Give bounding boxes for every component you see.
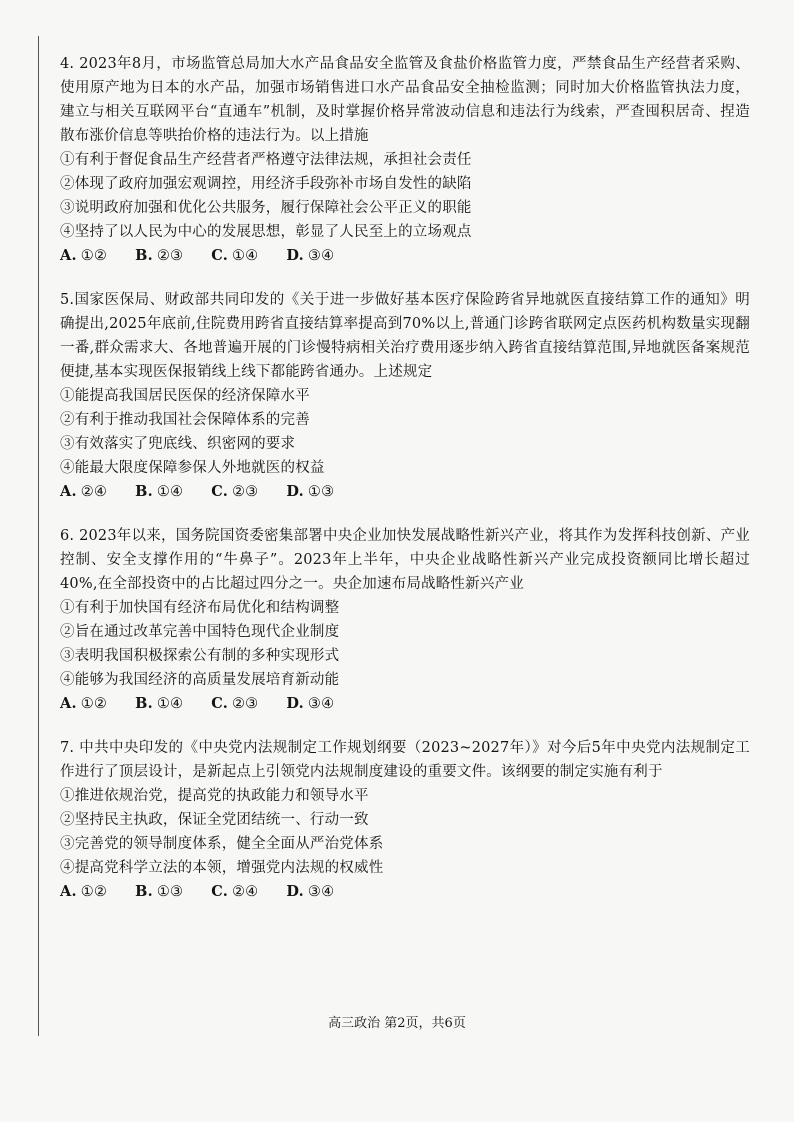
answer-a: A. ①② [60,247,108,264]
option-3: ③有效落实了兜底线、织密网的要求 [60,436,296,452]
option-2: ②坚持民主执政，保证全党团结统一、行动一致 [60,812,369,828]
answer-a: A. ①② [60,695,108,712]
answer-choices [60,880,750,904]
answer-choices [60,244,750,268]
answer-a: A. ②④ [60,483,108,500]
option-3: ③说明政府加强和优化公共服务，履行保障社会公平正义的职能 [60,200,472,216]
answer-b: B. ①④ [135,483,184,500]
answer-c: C. ②④ [211,883,259,900]
answer-d: D. ③④ [286,247,335,264]
answer-d: D. ①③ [286,483,335,500]
answer-b: B. ②③ [135,247,184,264]
option-1: ①有利于加快国有经济布局优化和结构调整 [60,600,340,616]
question-4 [60,52,750,268]
question-7 [60,736,750,904]
answer-choices [60,692,750,716]
option-2: ②旨在通过改革完善中国特色现代企业制度 [60,624,340,640]
answer-b: B. ①④ [135,695,184,712]
question-stem: 5.国家医保局、财政部共同印发的《关于进一步做好基本医疗保险跨省异地就医直接结算工作的通知》明确提出,2025年底前,住院费用跨省直接结算率提高到70%以上,普通门诊跨省联网定点医药机构数量实现翻一番,群众需求大、各地普遍开展的门诊慢特病相关治疗费用逐步纳入跨省直接结算范围,异地就医备案规范便捷,基本实现医保报销线上线下都能跨省通办。上述规定 [60,292,750,380]
option-2: ②体现了政府加强宏观调控，用经济手段弥补市场自发性的缺陷 [60,176,472,192]
option-2: ②有利于推动我国社会保障体系的完善 [60,412,310,428]
answer-c: C. ①④ [211,247,259,264]
option-4: ④能最大限度保障参保人外地就医的权益 [60,460,325,476]
question-5 [60,288,750,504]
option-1: ①推进依规治党，提高党的执政能力和领导水平 [60,788,369,804]
option-3: ③完善党的领导制度体系，健全全面从严治党体系 [60,836,384,852]
answer-b: B. ①③ [135,883,184,900]
answer-a: A. ①② [60,883,108,900]
answer-d: D. ③④ [286,883,335,900]
answer-d: D. ③④ [286,695,335,712]
option-1: ①能提高我国居民医保的经济保障水平 [60,388,310,404]
question-stem: 6. 2023年以来，国务院国资委密集部署中央企业加快发展战略性新兴产业，将其作为发挥科技创新、产业控制、安全支撑作用的“牛鼻子”。2023年上半年，中央企业战略性新兴产业完成投资额同比增长超过 40%,在全部投资中的占比超过四分之一。央企加速布局战略性新兴产业 [60,528,750,592]
question-6 [60,524,750,716]
answer-c: C. ②③ [211,695,259,712]
question-stem: 7. 中共中央印发的《中央党内法规制定工作规划纲要（2023~2027年）》对今后5年中央党内法规制定工作进行了顶层设计，是新起点上引领党内法规制度建设的重要文件。该纲要的制定实施有利于 [60,740,750,780]
option-4: ④坚持了以人民为中心的发展思想，彰显了人民至上的立场观点 [60,224,472,240]
answer-c: C. ②③ [211,483,259,500]
exam-page [60,52,750,924]
option-3: ③表明我国积极探索公有制的多种实现形式 [60,648,340,664]
page-footer: 高三政治 第2页，共6页 [328,1016,466,1031]
option-4: ④提高党科学立法的本领，增强党内法规的权威性 [60,860,384,876]
question-stem: 4. 2023年8月，市场监管总局加大水产品食品安全监管及食盐价格监管力度，严禁食品生产经营者采购、使用原产地为日本的水产品，加强市场销售进口水产品食品安全抽检监测；同时加大价格监管执法力度，建立与相关互联网平台“直通车”机制，及时掌握价格异常波动信息和违法行为线索，严查囤积居奇、捏造散布涨价信息等哄抬价格的违法行为。以上措施 [60,56,750,144]
option-1: ①有利于督促食品生产经营者严格遵守法律法规，承担社会责任 [60,152,472,168]
option-4: ④能够为我国经济的高质量发展培育新动能 [60,672,340,688]
answer-choices [60,480,750,504]
binding-margin-line [38,36,39,1036]
